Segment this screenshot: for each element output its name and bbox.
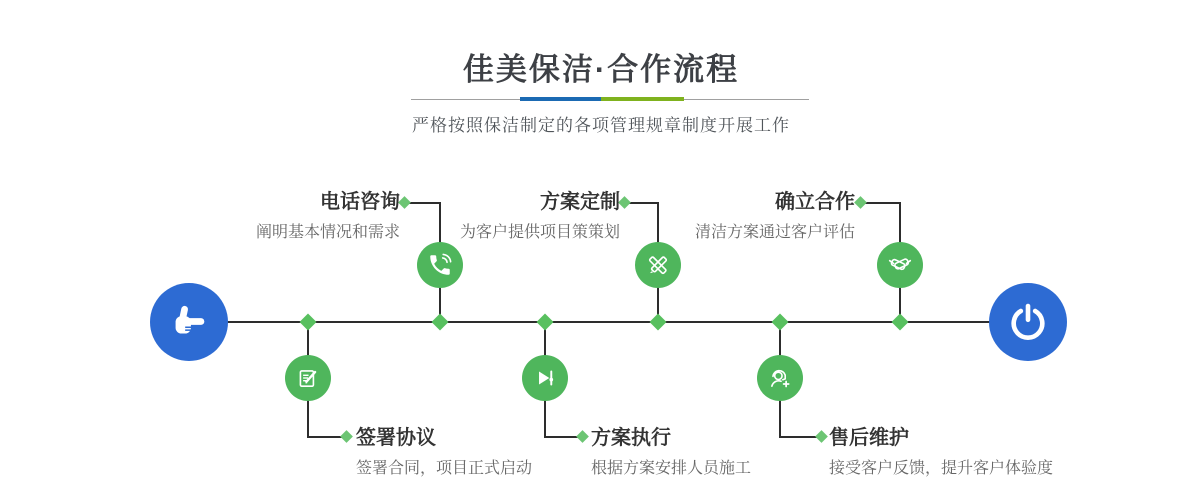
headset-plus-icon (767, 365, 793, 391)
divider-accent-green (601, 97, 684, 101)
phone-step-node (417, 242, 463, 288)
step-desc: 根据方案安排人员施工 (591, 460, 752, 477)
start-node (150, 283, 228, 361)
junction-diamond (772, 314, 789, 331)
label-diamond (618, 196, 631, 209)
step-title: 售后维护 (829, 427, 909, 449)
junction-diamond (300, 314, 317, 331)
timeline-main-line (227, 321, 990, 323)
step-title: 电话咨询 (320, 191, 400, 213)
power-icon (1006, 300, 1050, 344)
handshake-icon (887, 252, 913, 278)
step-title: 签署协议 (356, 427, 436, 449)
step-phone-consult (256, 190, 400, 242)
label-diamond (398, 196, 411, 209)
label-diamond (340, 430, 353, 443)
step-desc: 清洁方案通过客户评估 (694, 224, 855, 241)
step-title: 方案执行 (591, 427, 671, 449)
step-sign-agreement (356, 426, 532, 478)
execute-step-node (522, 355, 568, 401)
junction-diamond (650, 314, 667, 331)
label-diamond (815, 430, 828, 443)
step-plan-customize (460, 190, 620, 242)
junction-diamond (537, 314, 554, 331)
cooperation-step-node (877, 242, 923, 288)
step-after-sales (829, 426, 1053, 478)
support-step-node (757, 355, 803, 401)
label-diamond (854, 196, 867, 209)
step-title: 确立合作 (775, 191, 855, 213)
label-diamond (576, 430, 589, 443)
step-desc: 为客户提供项目策策划 (459, 224, 620, 241)
sign-document-icon (295, 365, 321, 391)
pointing-hand-icon (166, 299, 212, 345)
sign-step-node (285, 355, 331, 401)
end-node (989, 283, 1067, 361)
divider-accent-blue (520, 97, 601, 101)
plan-step-node (635, 242, 681, 288)
step-title: 方案定制 (540, 191, 620, 213)
step-desc: 接受客户反馈，提升客户体验度 (829, 460, 1054, 477)
page-title: 佳美保洁·合作流程 (462, 52, 740, 87)
pencil-ruler-icon (645, 252, 671, 278)
junction-diamond (432, 314, 449, 331)
phone-icon (427, 252, 453, 278)
page-subtitle: 严格按照保洁制定的各项管理规章制度开展工作 (412, 116, 790, 135)
junction-diamond (892, 314, 909, 331)
step-plan-execute (591, 426, 751, 478)
step-establish-cooperation (695, 190, 855, 242)
step-desc: 阐明基本情况和需求 (255, 224, 400, 241)
step-desc: 签署合同，项目正式启动 (356, 460, 533, 477)
play-icon (532, 365, 558, 391)
